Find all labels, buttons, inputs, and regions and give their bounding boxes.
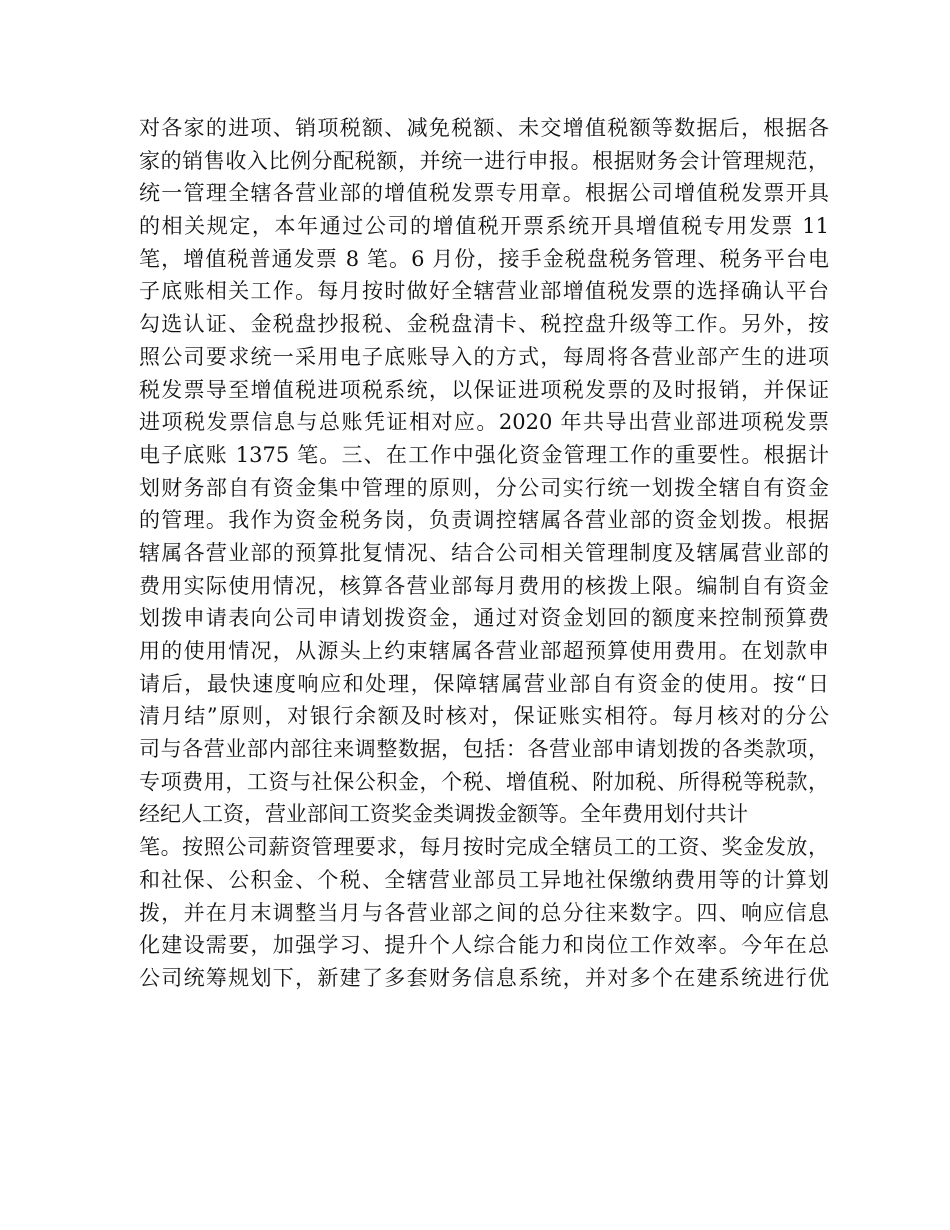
text-line-27: 公司统筹规划下，新建了多套财务信息系统，并对多个在建系统进行优 bbox=[139, 965, 829, 990]
text-line-2: 家的销售收入比例分配税额，并统一进行申报。根据财务会计管理规范， bbox=[139, 148, 829, 173]
text-line-19: 清月结”原则，对银行余额及时核对，保证账实相符。每月核对的分公 bbox=[139, 704, 829, 729]
text-line-11: 电子底账 1375 笔。三、在工作中强化资金管理工作的重要性。根据计 bbox=[139, 442, 829, 467]
text-line-12: 划财务部自有资金集中管理的原则，分公司实行统一划拨全辖自有资金 bbox=[139, 475, 829, 500]
text-line-10: 进项税发票信息与总账凭证相对应。2020 年共导出营业部进项税发票 bbox=[139, 410, 829, 435]
text-line-3: 统一管理全辖各营业部的增值税发票专用章。根据公司增值税发票开具 bbox=[139, 181, 829, 206]
text-line-14: 辖属各营业部的预算批复情况、结合公司相关管理制度及辖属营业部的 bbox=[139, 540, 829, 565]
text-line-15: 费用实际使用情况，核算各营业部每月费用的核拨上限。编制自有资金 bbox=[139, 573, 829, 598]
text-line-6: 子底账相关工作。每月按时做好全辖营业部增值税发票的选择确认平台 bbox=[139, 279, 829, 304]
text-line-8: 照公司要求统一采用电子底账导入的方式，每周将各营业部产生的进项 bbox=[139, 344, 829, 369]
text-line-25: 拨，并在月末调整当月与各营业部之间的总分往来数字。四、响应信息 bbox=[139, 900, 829, 925]
text-line-16: 划拨申请表向公司申请划拨资金，通过对资金划回的额度来控制预算费 bbox=[139, 606, 829, 631]
text-line-22: 经纪人工资，营业部间工资奖金类调拨金额等。全年费用划付共计 bbox=[139, 802, 748, 827]
text-line-1: 对各家的进项、销项税额、减免税额、未交增值税额等数据后，根据各 bbox=[139, 116, 829, 140]
text-line-26: 化建设需要，加强学习、提升个人综合能力和岗位工作效率。今年在总 bbox=[139, 933, 829, 958]
text-line-23: 笔。按照公司薪资管理要求，每月按时完成全辖员工的工资、奖金发放， bbox=[139, 835, 829, 860]
body-text bbox=[139, 112, 829, 995]
text-line-4: 的相关规定，本年通过公司的增值税开票系统开具增值税专用发票 11 bbox=[139, 214, 829, 239]
text-line-9: 税发票导至增值税进项税系统，以保证进项税发票的及时报销，并保证 bbox=[139, 377, 829, 402]
text-line-21: 专项费用，工资与社保公积金，个税、增值税、附加税、所得税等税款， bbox=[139, 769, 829, 794]
text-line-18: 请后，最快速度响应和处理，保障辖属营业部自有资金的使用。按“日 bbox=[139, 671, 829, 696]
text-line-24: 和社保、公积金、个税、全辖营业部员工异地社保缴纳费用等的计算划 bbox=[139, 867, 829, 892]
text-line-5: 笔，增值税普通发票 8 笔。6 月份，接手金税盘税务管理、税务平台电 bbox=[139, 246, 829, 271]
text-line-7: 勾选认证、金税盘抄报税、金税盘清卡、税控盘升级等工作。另外，按 bbox=[139, 312, 829, 337]
text-line-17: 用的使用情况，从源头上约束辖属各营业部超预算使用费用。在划款申 bbox=[139, 639, 829, 663]
text-line-13: 的管理。我作为资金税务岗，负责调控辖属各营业部的资金划拨。根据 bbox=[139, 508, 829, 533]
text-line-20: 司与各营业部内部往来调整数据，包括：各营业部申请划拨的各类款项， bbox=[139, 737, 829, 762]
